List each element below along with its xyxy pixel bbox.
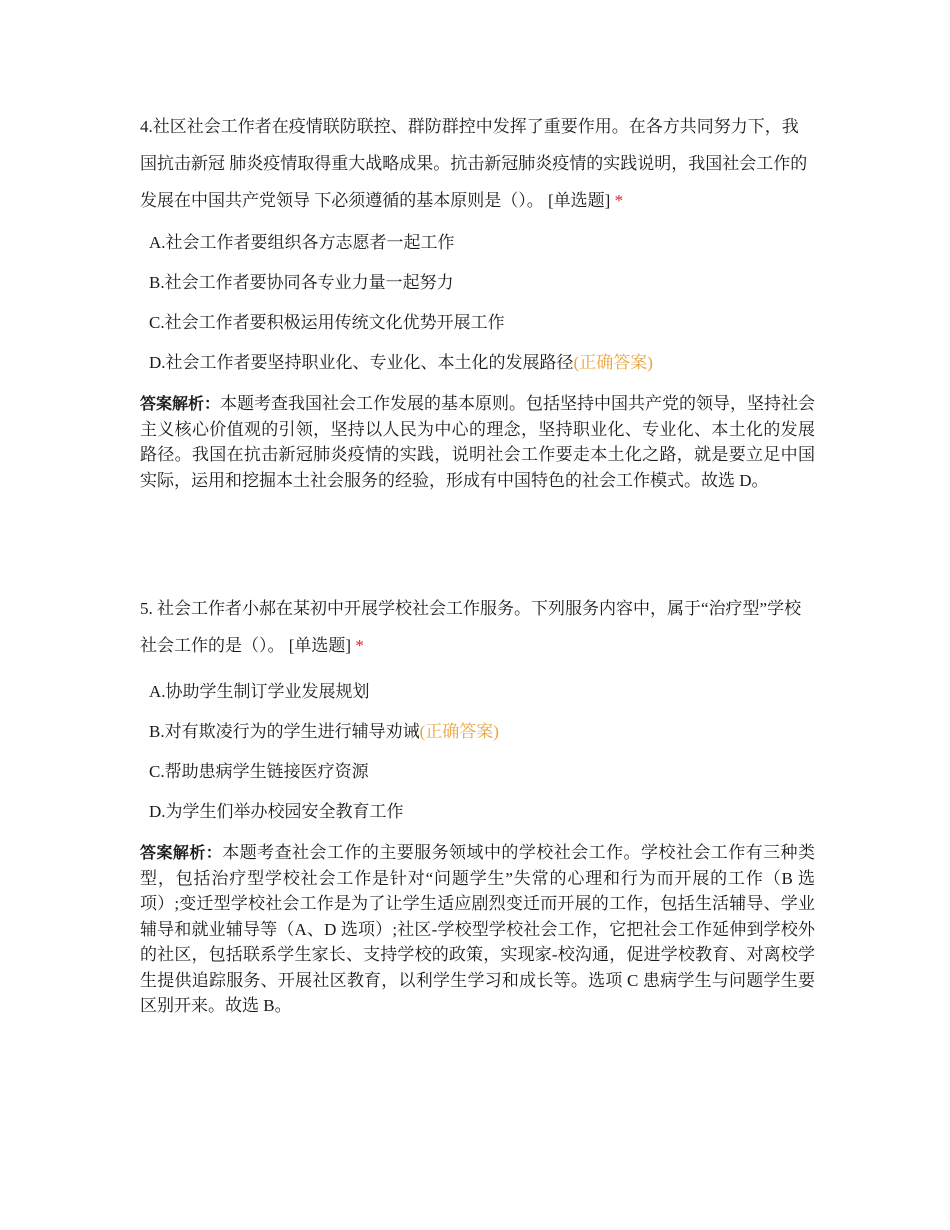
answer-analysis — [140, 391, 815, 493]
option-a[interactable] — [140, 672, 815, 712]
option-text: A.社会工作者要组织各方志愿者一起工作 — [149, 233, 455, 252]
option-c[interactable] — [140, 303, 815, 343]
question-stem-text: 5. 社会工作者小郝在某初中开展学校社会工作服务。下列服务内容中，属于“治疗型”学校社会工作的是（）。 — [140, 599, 802, 655]
question-type: [单选题] — [288, 636, 352, 655]
option-text: A.协助学生制订学业发展规划 — [149, 682, 370, 701]
option-list — [140, 223, 815, 383]
option-text: D.为学生们举办校园安全教育工作 — [149, 802, 404, 821]
analysis-text: 本题考查社会工作的主要服务领域中的学校社会工作。学校社会工作有三种类型，包括治疗型学校社会工作是针对“问题学生”失常的心理和行为而开展的工作（B 选项）;变迁型学校社会工作是为了让学生适应剧烈变迁而开展的工作，包括生活辅导、学业辅导和就业辅导等（A、D 选项）;社区-学校型学校社会工作，它把社会工作延伸到学校外的社区，包括联系学生家长、支持学校的政策，实现家-校沟通，促进学校教育、对离校学生提供追踪服务、开展社区教育，以利学生学习和成长等。选项 C 患病学生与问题学生要区别开来。故选 B。 — [140, 843, 815, 1015]
question-stem — [140, 590, 815, 664]
option-a[interactable] — [140, 223, 815, 263]
required-star: * — [614, 191, 624, 210]
option-d[interactable] — [140, 792, 815, 832]
required-star: * — [355, 636, 364, 655]
analysis-text: 本题考查我国社会工作发展的基本原则。包括坚持中国共产党的领导，坚持社会主义核心价值观的引领，坚持以人民为中心的理念，坚持职业化、专业化、本土化的发展路径。我国在抗击新冠肺炎疫情的实践，说明社会工作要走本土化之路，就是要立足中国实际，运用和挖掘本土社会服务的经验，形成有中国特色的社会工作模式。故选 D。 — [140, 394, 816, 490]
option-text: C.社会工作者要积极运用传统文化优势开展工作 — [149, 313, 505, 332]
option-b[interactable] — [140, 712, 815, 752]
option-text: B.对有欺凌行为的学生进行辅导劝诫 — [149, 722, 420, 741]
option-c[interactable] — [140, 752, 815, 792]
correct-answer-tag: (正确答案) — [573, 353, 653, 372]
option-text: D.社会工作者要坚持职业化、专业化、本土化的发展路径 — [149, 353, 574, 372]
option-b[interactable] — [140, 263, 815, 303]
option-text: B.社会工作者要协同各专业力量一起努力 — [149, 273, 454, 292]
question-type: [单选题] — [548, 191, 611, 210]
option-text: C.帮助患病学生链接医疗资源 — [149, 762, 369, 781]
correct-answer-tag: (正确答案) — [419, 722, 499, 741]
question-4 — [140, 108, 815, 493]
question-stem — [140, 108, 815, 219]
analysis-label: 答案解析： — [140, 843, 223, 862]
question-5 — [140, 590, 815, 1019]
option-d[interactable] — [140, 343, 815, 383]
analysis-label: 答案解析： — [140, 394, 221, 413]
answer-analysis — [140, 840, 815, 1019]
option-list — [140, 672, 815, 832]
question-stem-text: 4.社区社会工作者在疫情联防联控、群防群控中发挥了重要作用。在各方共同努力下，我国抗击新冠 肺炎疫情取得重大战略成果。抗击新冠肺炎疫情的实践说明，我国社会工作的发展在中国共产党领导 下必须遵循的基本原则是（）。 — [140, 117, 808, 210]
